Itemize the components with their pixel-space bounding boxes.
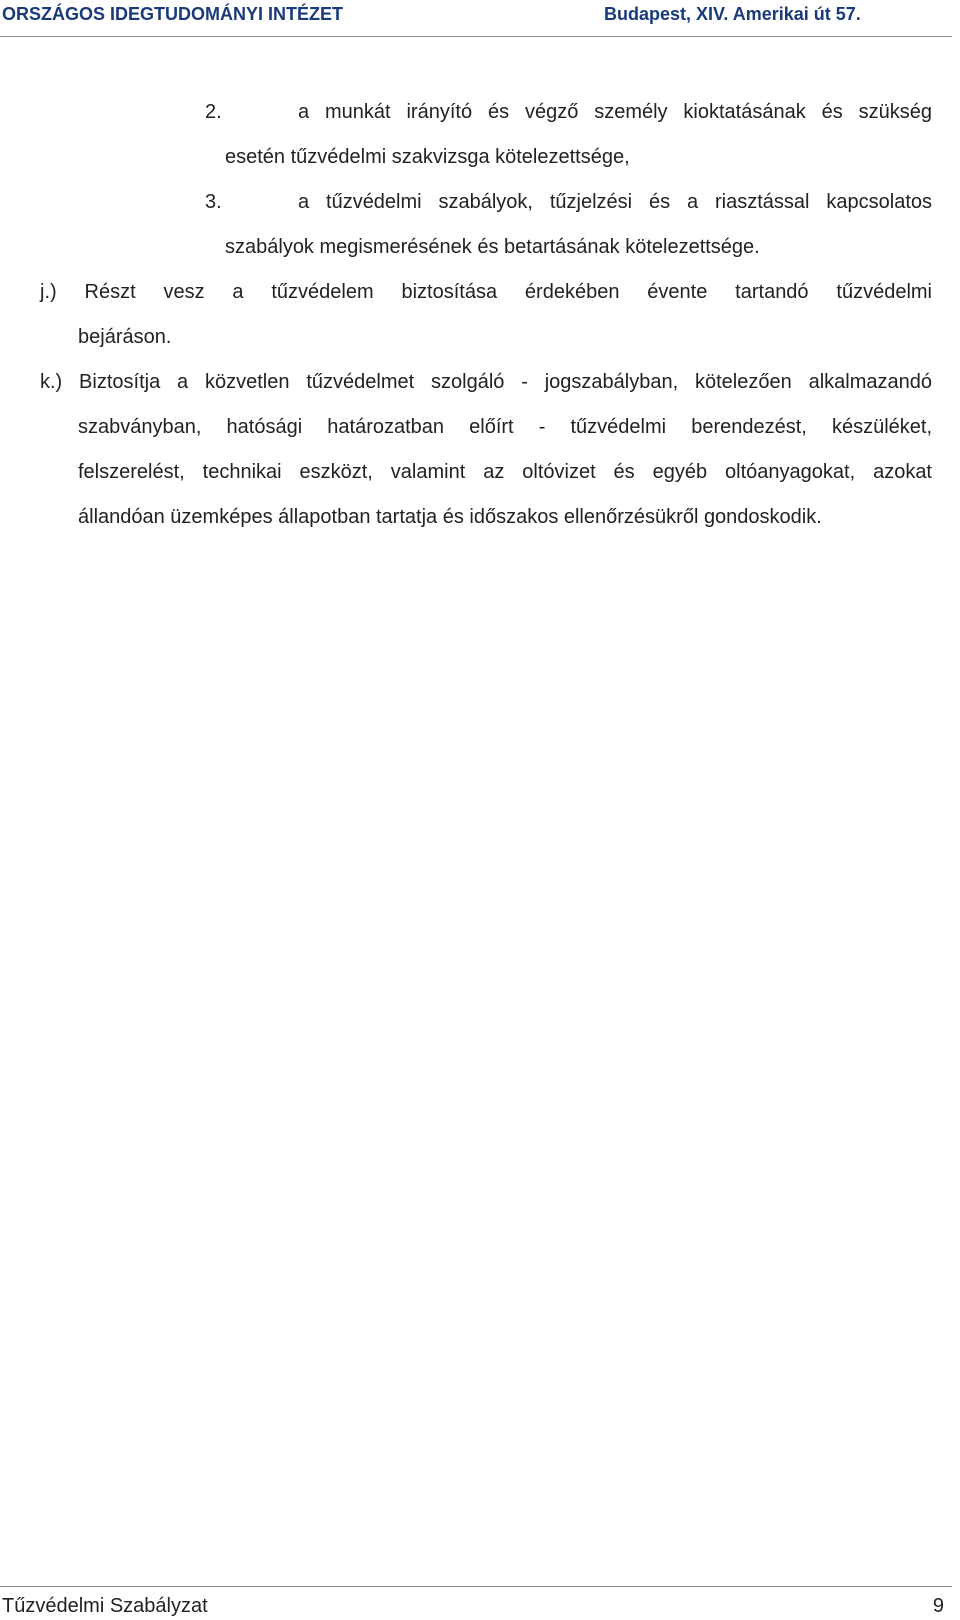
item-k-line-4: állandóan üzemképes állapotban tartatja és időszakos ellenőrzésükről gondoskodik.	[78, 506, 822, 528]
item-3-line-1: a tűzvédelmi szabályok, tűzjelzési és a riasztással kapcsolatos	[298, 191, 932, 213]
institute-address: Budapest, XIV. Amerikai út 57.	[604, 4, 861, 24]
footer-title: Tűzvédelmi Szabályzat	[2, 1595, 208, 1617]
item-3-line-2: szabályok megismerésének és betartásának kötelezettsége.	[225, 236, 760, 258]
item-3-number: 3.	[205, 191, 222, 213]
footer-divider	[0, 1586, 952, 1587]
item-2-line-1: a munkát irányító és végző személy kioktatásának és szükség	[298, 101, 932, 123]
page-number: 9	[932, 1595, 944, 1617]
item-k-line-1: k.) Biztosítja a közvetlen tűzvédelmet szolgáló - jogszabályban, kötelezően alkalmazandó	[40, 371, 932, 393]
item-k-line-2: szabványban, hatósági határozatban előírt - tűzvédelmi berendezést, készüléket,	[78, 416, 932, 438]
item-j-line-1: j.) Részt vesz a tűzvédelem biztosítása érdekében évente tartandó tűzvédelmi	[40, 281, 932, 303]
item-k-line-3: felszerelést, technikai eszközt, valamint az oltóvizet és egyéb oltóanyagokat, azokat	[78, 461, 932, 483]
page-header	[0, 0, 960, 36]
item-2-number: 2.	[205, 101, 222, 123]
institute-name: ORSZÁGOS IDEGTUDOMÁNYI INTÉZET	[2, 4, 344, 24]
item-2-line-2: esetén tűzvédelmi szakvizsga kötelezettsége,	[225, 146, 630, 168]
item-j-line-2: bejáráson.	[78, 326, 172, 348]
header-divider	[0, 36, 952, 37]
